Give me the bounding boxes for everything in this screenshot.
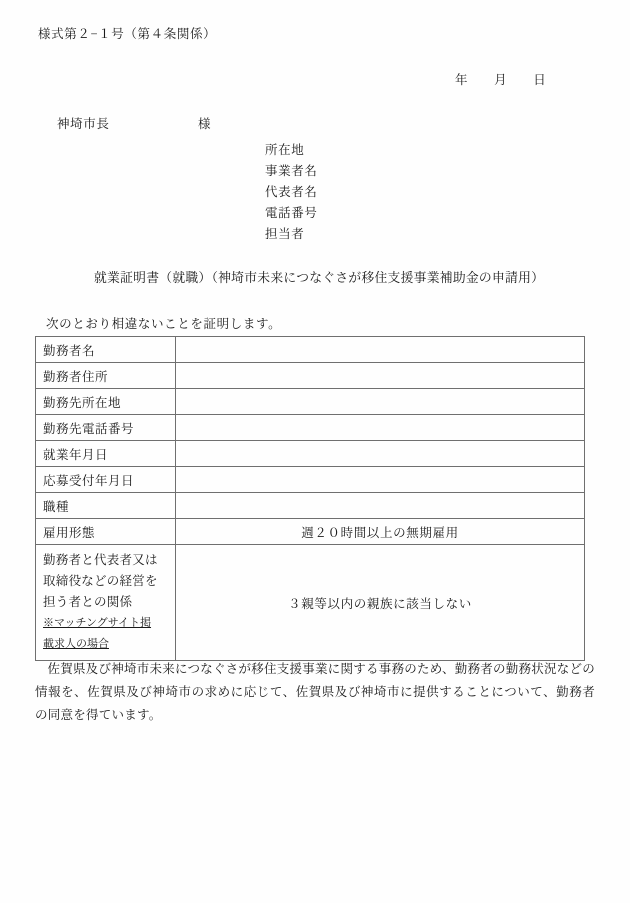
row-label-workplace-phone: 勤務先電話番号 xyxy=(36,415,176,441)
relation-label-note-line-1: ※マッチングサイト掲 xyxy=(43,617,152,629)
addressee-honorific: 様 xyxy=(198,117,212,131)
table-row xyxy=(36,415,585,441)
row-value-worker-name[interactable] xyxy=(176,337,585,363)
date-line xyxy=(455,74,546,87)
row-label-worker-address: 勤務者住所 xyxy=(36,363,176,389)
table-row-relation xyxy=(36,545,585,661)
addressee-name: 神埼市長 xyxy=(57,117,110,131)
relation-label-line-1: 勤務者と代表者又は xyxy=(43,553,158,567)
employment-certificate-table xyxy=(35,336,585,661)
table-row xyxy=(36,493,585,519)
row-value-relation[interactable]: ３親等以内の親族に該当しない xyxy=(176,545,585,661)
sender-field-phone: 電話番号 xyxy=(265,206,318,220)
table-row xyxy=(36,519,585,545)
row-label-workplace-location: 勤務先所在地 xyxy=(36,389,176,415)
row-label-worker-name: 勤務者名 xyxy=(36,337,176,363)
form-number: 様式第２−１号（第４条関係） xyxy=(38,27,217,41)
document-title: 就業証明書（就職）（神埼市未来につなぐさが移住支援事業補助金の申請用） xyxy=(94,271,545,285)
relation-label-note-line-2: 載求人の場合 xyxy=(43,638,109,650)
row-label-employment-type: 雇用形態 xyxy=(36,519,176,545)
table-row xyxy=(36,389,585,415)
sender-field-business-name: 事業者名 xyxy=(265,164,318,178)
table-row xyxy=(36,337,585,363)
relation-label-line-3: 担う者との関係 xyxy=(43,595,133,609)
row-label-employment-date: 就業年月日 xyxy=(36,441,176,467)
sender-field-representative-name: 代表者名 xyxy=(265,185,318,199)
date-month: 月 xyxy=(494,73,508,87)
row-value-workplace-location[interactable] xyxy=(176,389,585,415)
row-value-employment-date[interactable] xyxy=(176,441,585,467)
row-label-job-type: 職種 xyxy=(36,493,176,519)
sender-field-location: 所在地 xyxy=(265,143,305,157)
row-label-relation xyxy=(36,545,176,661)
row-value-employment-type[interactable]: 週２０時間以上の無期雇用 xyxy=(176,519,585,545)
row-label-application-date: 応募受付年月日 xyxy=(36,467,176,493)
row-value-worker-address[interactable] xyxy=(176,363,585,389)
sender-info-block xyxy=(265,140,318,245)
date-year: 年 xyxy=(455,73,469,87)
table-row xyxy=(36,363,585,389)
date-day: 日 xyxy=(533,73,547,87)
relation-label-line-2: 取締役などの経営を xyxy=(43,574,158,588)
row-value-job-type[interactable] xyxy=(176,493,585,519)
table-row xyxy=(36,467,585,493)
closing-paragraph: 佐賀県及び神埼市未来につなぐさが移住支援事業に関する事務のため、勤務者の勤務状況などの情報を、佐賀県及び神埼市の求めに応じて、佐賀県及び神埼市に提供することについて、勤務者の同意を得ています。 xyxy=(35,662,596,722)
lead-text: 次のとおり相違ないことを証明します。 xyxy=(46,317,282,331)
table-row xyxy=(36,441,585,467)
sender-field-contact-person: 担当者 xyxy=(265,227,305,241)
row-value-workplace-phone[interactable] xyxy=(176,415,585,441)
row-value-application-date[interactable] xyxy=(176,467,585,493)
